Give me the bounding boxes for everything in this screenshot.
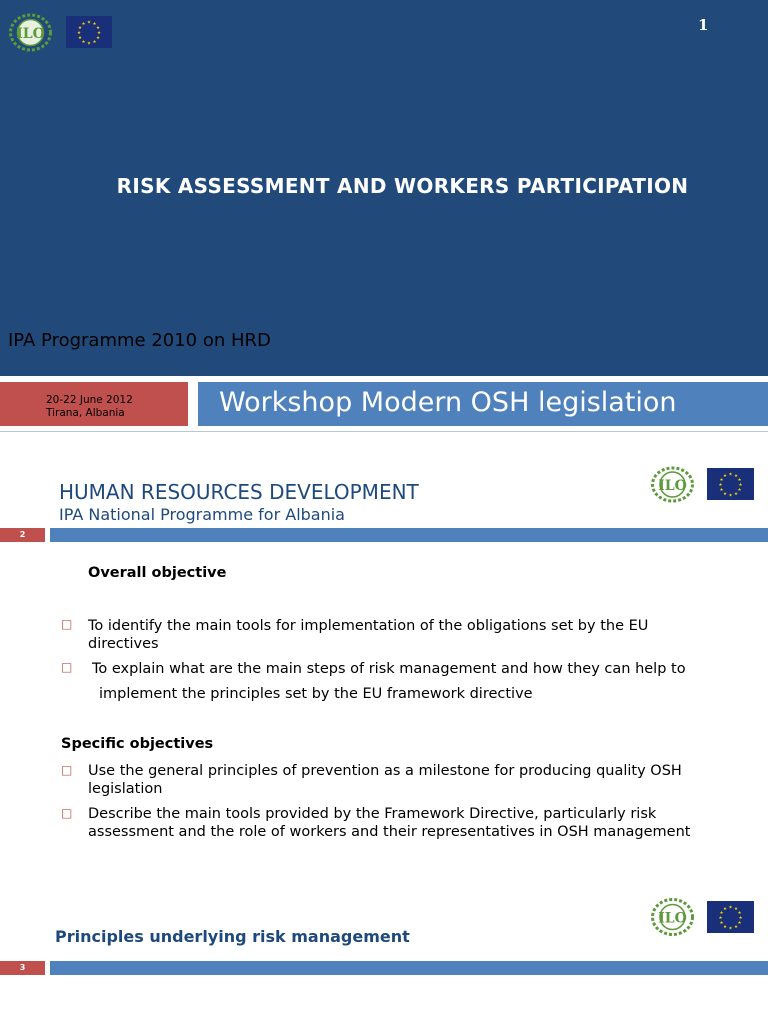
svg-text:★: ★	[738, 916, 743, 921]
svg-text:★: ★	[92, 40, 97, 45]
svg-text:★: ★	[733, 474, 739, 479]
bullet-icon: □	[61, 617, 73, 631]
svg-text:★: ★	[728, 472, 733, 478]
svg-text:★: ★	[722, 474, 728, 479]
svg-text:★: ★	[92, 22, 97, 27]
svg-text:★: ★	[733, 492, 739, 497]
svg-text:★: ★	[733, 925, 739, 930]
svg-text:★: ★	[86, 20, 92, 26]
svg-text:★: ★	[722, 925, 728, 930]
programme-label: IPA Programme 2010 on HRD	[8, 330, 271, 351]
specific-item: Use the general principles of prevention as a milestone for producing quality OSH legislation	[88, 763, 682, 797]
svg-text:★: ★	[728, 926, 733, 932]
svg-text:★: ★	[718, 916, 723, 921]
overall-item: To explain what are the main steps of risk management and how they can help to	[92, 661, 686, 677]
svg-text:★: ★	[96, 31, 102, 36]
svg-text:ILO: ILO	[658, 910, 687, 927]
svg-text:★: ★	[77, 36, 83, 41]
workshop-banner	[0, 376, 768, 430]
svg-text:★: ★	[722, 907, 728, 912]
overall-item-continuation: implement the principles set by the EU framework directive	[99, 686, 533, 702]
svg-text:ILO: ILO	[16, 26, 45, 42]
bullet-icon: □	[61, 806, 73, 820]
svg-text:★: ★	[733, 907, 739, 912]
svg-text:★: ★	[737, 921, 742, 926]
eu-flag-icon	[66, 16, 112, 48]
slide-heading: Principles underlying risk management	[55, 927, 410, 946]
bullet-icon: □	[61, 763, 73, 777]
svg-text:ILO: ILO	[658, 478, 687, 494]
svg-text:★: ★	[719, 921, 724, 926]
date-location-box	[0, 382, 188, 426]
overall-item: To identify the main tools for implementation of the obligations set by the EU directives	[88, 618, 649, 652]
workshop-title: Workshop Modern OSH legislation	[198, 382, 768, 426]
svg-text:★: ★	[722, 492, 728, 497]
ilo-logo-icon	[650, 897, 695, 937]
svg-text:★: ★	[81, 40, 86, 45]
title-underline-bar	[50, 528, 768, 542]
specific-item: Describe the main tools provided by the Framework Directive, particularly risk assessment and the role of workers and their representatives in OSH management	[88, 806, 691, 840]
svg-text:★: ★	[737, 488, 742, 493]
overall-objective-label: Overall objective	[88, 565, 227, 581]
svg-text:★: ★	[719, 911, 724, 916]
eu-flag-icon	[707, 468, 754, 500]
svg-text:★: ★	[737, 478, 742, 483]
svg-text:★: ★	[728, 905, 733, 911]
bullet-icon: □	[61, 660, 73, 674]
svg-text:★: ★	[81, 22, 86, 27]
page-number-badge: 3	[0, 961, 45, 975]
ilo-logo-icon	[650, 466, 695, 503]
svg-text:★: ★	[86, 41, 92, 47]
event-date: 20-22 June 2012	[46, 394, 133, 406]
eu-flag-icon	[707, 901, 754, 933]
svg-text:★: ★	[95, 26, 101, 31]
svg-text:★: ★	[737, 911, 742, 916]
slide-title: RISK ASSESSMENT AND WORKERS PARTICIPATION	[116, 174, 689, 198]
svg-text:★: ★	[719, 478, 724, 483]
svg-text:★: ★	[77, 26, 83, 31]
page-number-badge: 2	[0, 528, 45, 542]
svg-text:★: ★	[95, 36, 101, 41]
svg-text:★: ★	[718, 483, 723, 488]
ilo-logo-icon	[8, 13, 53, 52]
slide-heading: HUMAN RESOURCES DEVELOPMENT	[59, 480, 419, 504]
slide-subheading: IPA National Programme for Albania	[59, 505, 345, 524]
svg-text:★: ★	[728, 493, 733, 499]
svg-text:★: ★	[76, 31, 82, 36]
svg-text:★: ★	[719, 488, 724, 493]
title-slide	[0, 0, 768, 376]
slide-number: 1	[698, 16, 709, 34]
title-underline-bar	[50, 961, 768, 975]
event-location: Tirana, Albania	[46, 407, 125, 419]
specific-objectives-label: Specific objectives	[61, 736, 214, 752]
svg-text:★: ★	[738, 483, 743, 488]
